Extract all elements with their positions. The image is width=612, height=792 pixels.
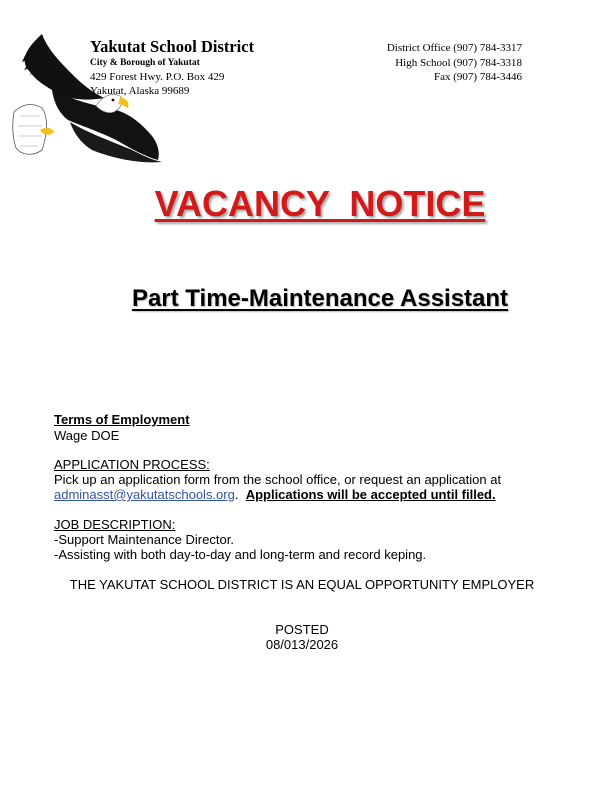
application-email-link[interactable]: adminasst@yakutatschools.org [54,487,235,502]
application-instructions: Pick up an application form from the school office, or request an application at [54,472,502,487]
posted-date: 08/013/2026 [265,637,339,652]
wage-text: Wage DOE [54,428,120,443]
duty-item: -Support Maintenance Director. [54,532,234,547]
high-school-phone: High School (907) 784-3318 [395,57,522,69]
application-deadline: Applications will be accepted until filled. [245,487,496,502]
terms-heading: Terms of Employment [54,412,190,427]
job-description-heading: JOB DESCRIPTION: [54,517,176,532]
district-name: Yakutat School District [90,37,255,56]
sentence-separator: . [234,487,246,502]
district-office-phone: District Office (907) 784-3317 [386,42,522,54]
position-title: Part Time-Maintenance Assistant [131,285,509,312]
duty-item: -Assisting with both day-to-day and long-term and record keping. [54,547,427,562]
application-heading: APPLICATION PROCESS: [54,457,210,472]
equal-opportunity-statement: THE YAKUTAT SCHOOL DISTRICT IS AN EQUAL OPPORTUNITY EMPLOYER [69,577,535,592]
address-line-1: 429 Forest Hwy. P.O. Box 429 [90,71,225,83]
district-subtitle: City & Borough of Yakutat [90,58,200,68]
posted-label: POSTED [275,622,329,637]
address-line-2: Yakutat, Alaska 99689 [90,85,190,97]
vacancy-notice-title: VACANCY NOTICE [154,183,486,224]
application-contact-line [54,487,496,502]
fax-number: Fax (907) 784-3446 [434,71,522,83]
